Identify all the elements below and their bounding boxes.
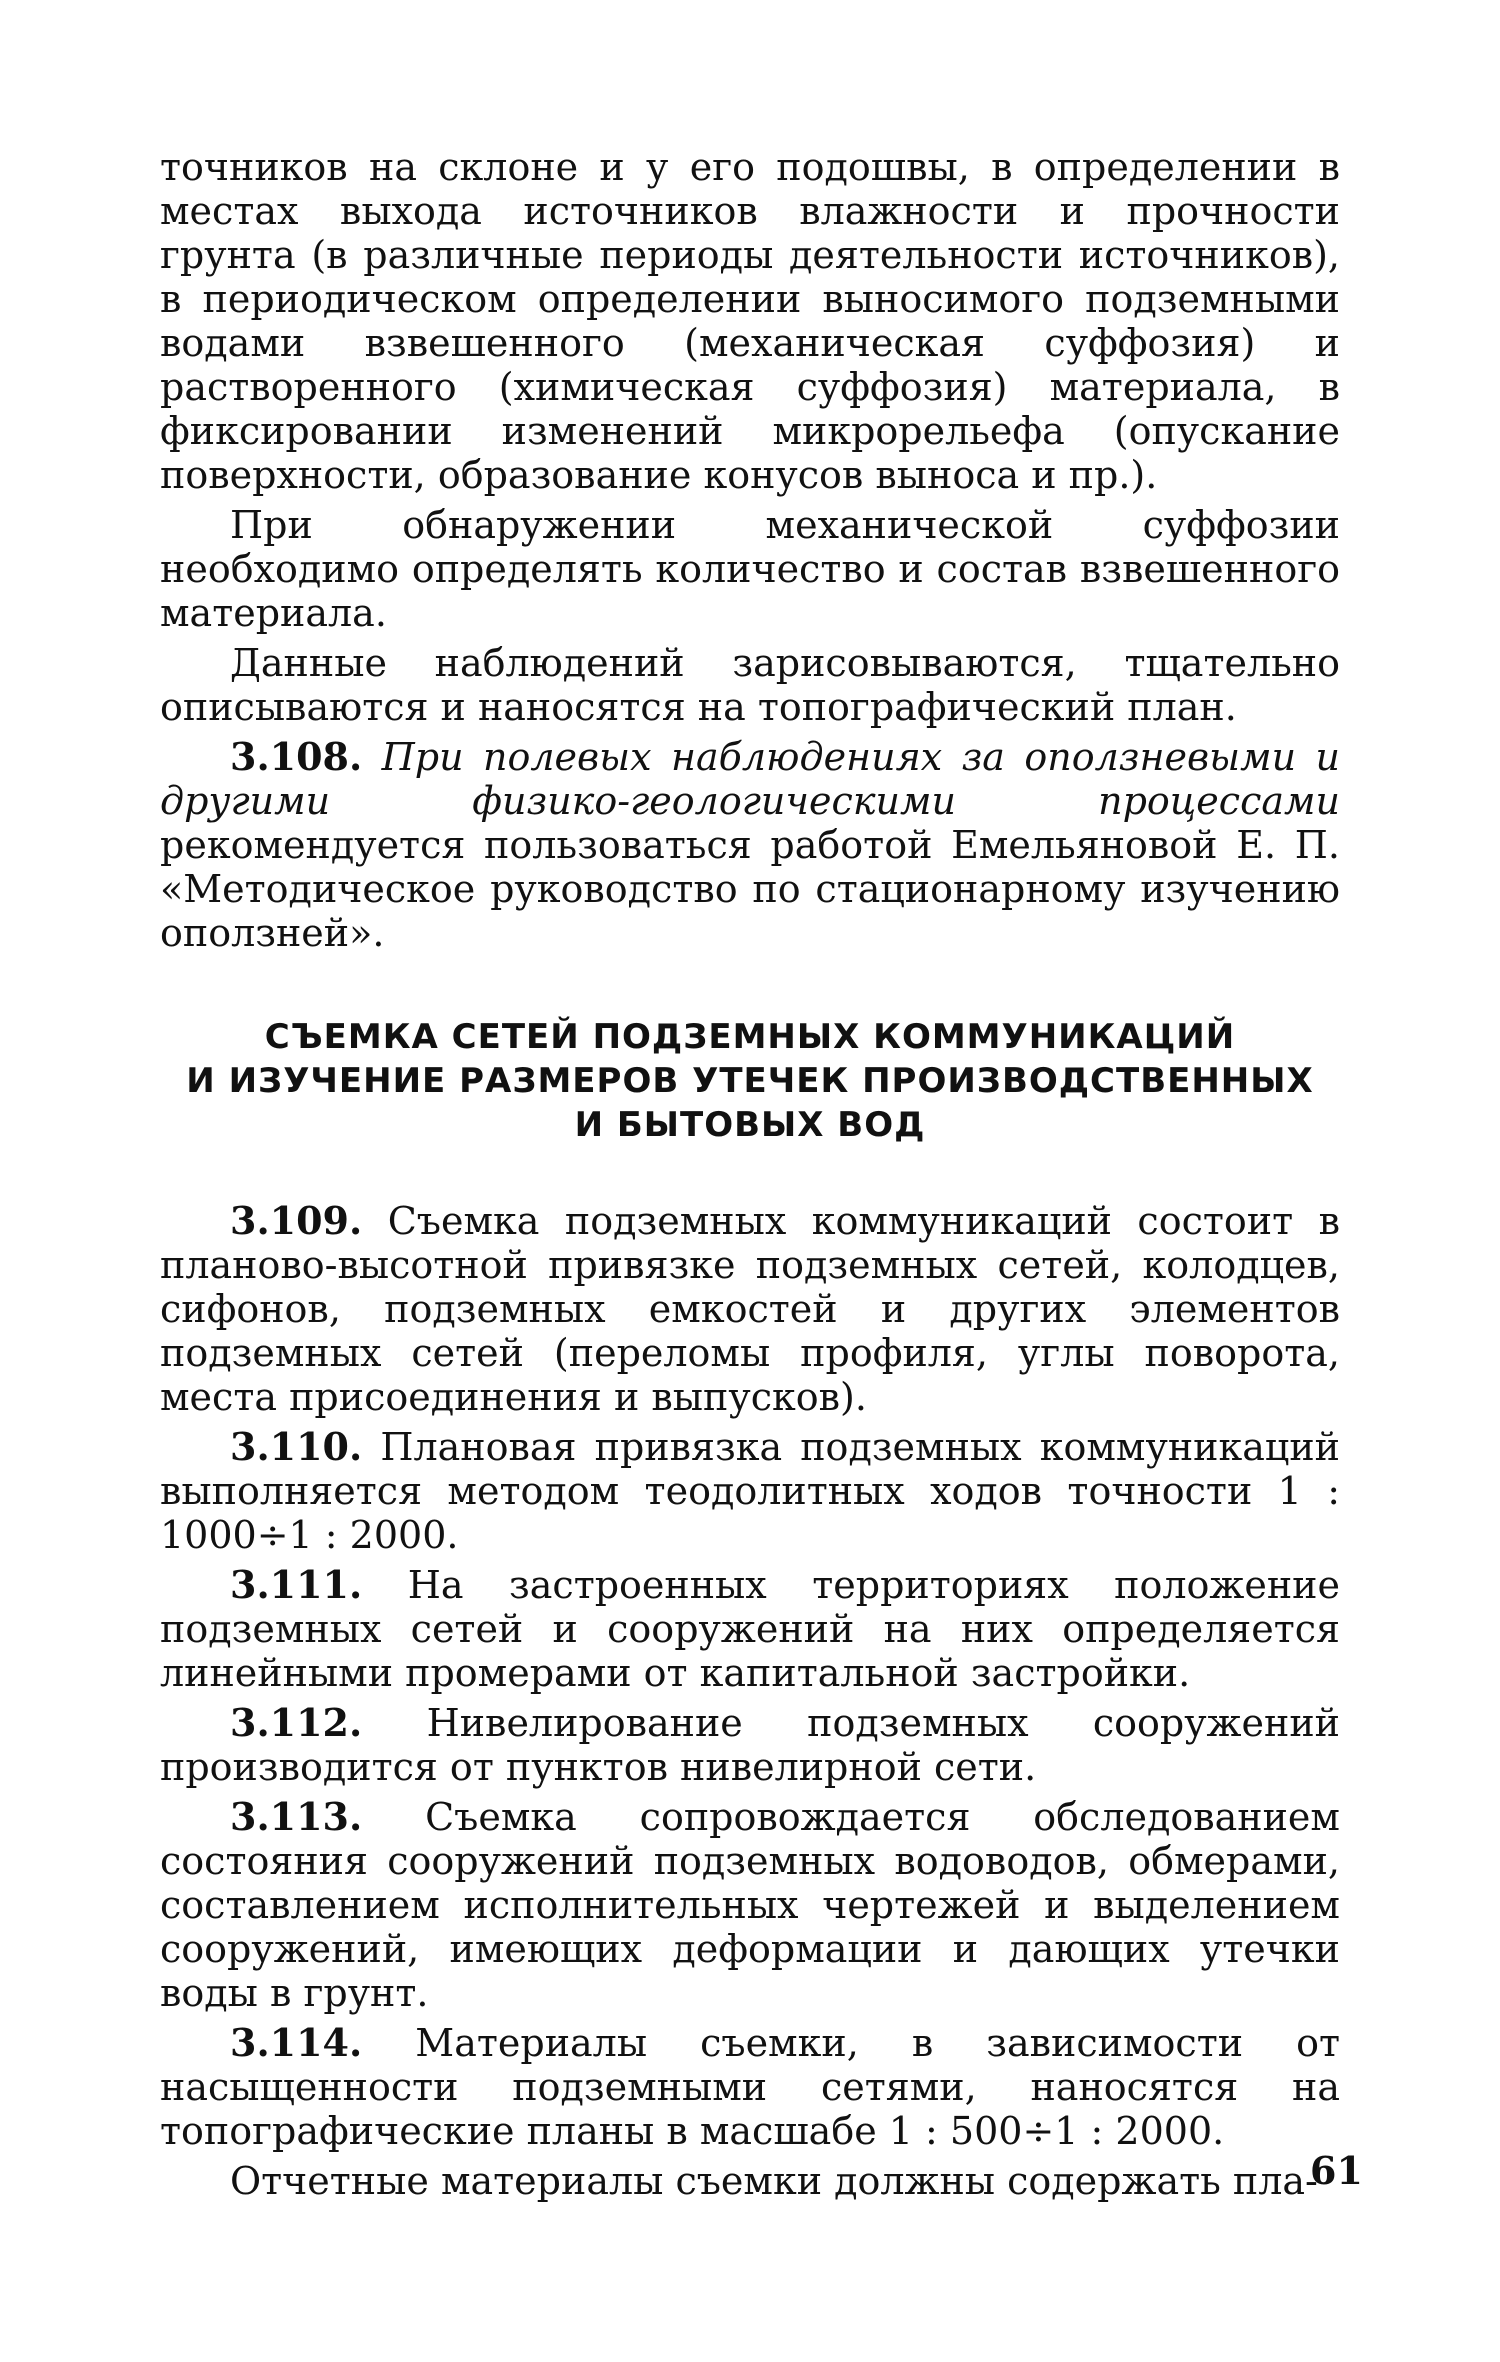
clause-number: 3.108. bbox=[230, 734, 363, 779]
paragraph-3-113 bbox=[160, 1795, 1340, 2015]
clause-number: 3.114. bbox=[230, 2020, 363, 2065]
paragraph-text: Материалы съемки, в зависимости от насыщенности подземными сетями, наносятся на топографические планы в масшабе 1 : 500÷1 : 2000. bbox=[160, 2021, 1340, 2153]
clause-number: 3.110. bbox=[230, 1424, 363, 1469]
paragraph-text: Съемка подземных коммуникаций состоит в планово-высотной привязке подземных сетей, колодцев, сифонов, подземных емкостей и других элементов подземных сетей (переломы профиля, углы поворота, места присоединения и выпусков). bbox=[160, 1199, 1340, 1419]
paragraph-3-108 bbox=[160, 735, 1340, 955]
paragraph-report-materials bbox=[160, 2159, 1340, 2203]
paragraph-text: рекомендуется пользоваться работой Емельяновой Е. П. «Методическое руководство по стационарному изучению оползней». bbox=[160, 823, 1340, 955]
clause-number: 3.113. bbox=[230, 1794, 363, 1839]
paragraph-3-112 bbox=[160, 1701, 1340, 1789]
paragraph-3-114 bbox=[160, 2021, 1340, 2153]
paragraph-italic-text: При полевых наблюдениях за оползневыми и другими физико-геологическими процессами bbox=[160, 735, 1340, 823]
paragraph-text: Данные наблюдений зарисовываются, тщательно описываются и наносятся на топографический план. bbox=[160, 641, 1340, 729]
paragraph-suffosion-observation bbox=[160, 145, 1340, 497]
section-heading-line: СЪЕМКА СЕТЕЙ ПОДЗЕМНЫХ КОММУНИКАЦИЙ bbox=[264, 1017, 1236, 1057]
paragraph-observation-data bbox=[160, 641, 1340, 729]
paragraph-3-109 bbox=[160, 1199, 1340, 1419]
page-number: 61 bbox=[1310, 2148, 1363, 2193]
paragraph-text: точников на склоне и у его подошвы, в определении в местах выхода источников влажности и прочности грунта (в различные периоды деятельности источников), в периодическом определении выносимого подземными водами взвешенного (механическая суффозия) и растворенного (химическая суффозия) материала, в фиксировании изменений микрорельефа (опускание поверхности, образование конусов выноса и пр.). bbox=[160, 145, 1340, 497]
paragraph-text: При обнаружении механической суффозии необходимо определять количество и состав взвешенного материала. bbox=[160, 503, 1340, 635]
section-heading-line: И БЫТОВЫХ ВОД bbox=[574, 1105, 926, 1145]
document-page bbox=[160, 145, 1340, 2203]
paragraph-text: Плановая привязка подземных коммуникаций выполняется методом теодолитных ходов точности 1 : 1000÷1 : 2000. bbox=[160, 1425, 1340, 1557]
paragraph-text: На застроенных территориях положение подземных сетей и сооружений на них определяется линейными промерами от капитальной застройки. bbox=[160, 1563, 1340, 1695]
clause-number: 3.112. bbox=[230, 1700, 363, 1745]
paragraph-text: Съемка сопровождается обследованием состояния сооружений подземных водоводов, обмерами, составлением исполнительных чертежей и выделением сооружений, имеющих деформации и дающих утечки воды в грунт. bbox=[160, 1795, 1340, 2015]
clause-number: 3.109. bbox=[230, 1198, 363, 1243]
section-heading-line: И ИЗУЧЕНИЕ РАЗМЕРОВ УТЕЧЕК ПРОИЗВОДСТВЕННЫХ bbox=[186, 1061, 1314, 1101]
paragraph-text: Отчетные материалы съемки должны содержать пла- bbox=[230, 2159, 1318, 2203]
section-heading bbox=[160, 1015, 1340, 1147]
paragraph-3-110 bbox=[160, 1425, 1340, 1557]
clause-number: 3.111. bbox=[230, 1562, 363, 1607]
paragraph-3-111 bbox=[160, 1563, 1340, 1695]
paragraph-text: Нивелирование подземных сооружений производится от пунктов нивелирной сети. bbox=[160, 1701, 1340, 1789]
paragraph-mechanical-suffosion bbox=[160, 503, 1340, 635]
